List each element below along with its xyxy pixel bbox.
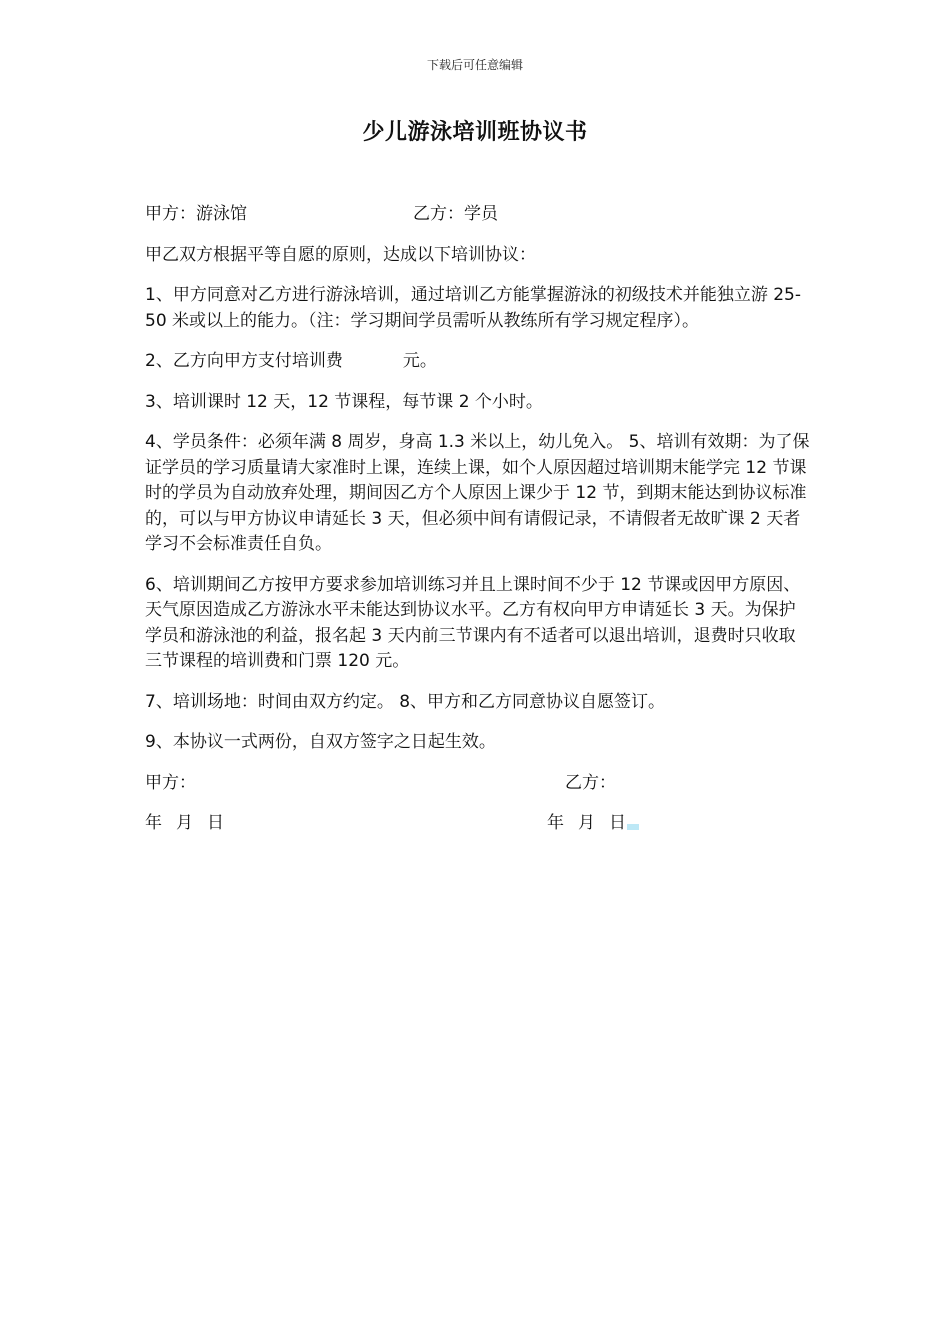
party-b-signature-label: 乙方： [565, 772, 616, 793]
clause-2 [145, 349, 810, 375]
party-b-year: 年 [547, 813, 564, 833]
signature-row [145, 771, 810, 797]
party-a-date [145, 811, 224, 837]
document-body [145, 202, 810, 852]
parties-row [145, 202, 810, 228]
clause-6: 6、培训期间乙方按甲方要求参加培训练习并且上课时间不少于 12 节课或因甲方原因、天气原因造成乙方游泳水平未能达到协议水平。乙方有权向甲方申请延长 3 天。为保护学员和游泳池的利益，报名起 3 天内前三节课内有不适者可以退出培训，退费时只收取三节课程的培训费和门票 120 元。 [145, 574, 801, 671]
party-a-day: 日 [207, 813, 224, 833]
clause-3: 3、培训课时 12 天，12 节课程，每节课 2 个小时。 [145, 391, 543, 412]
header-note: 下载后可任意编辑 [426, 58, 523, 72]
clause-2-suffix: 元。 [402, 351, 437, 371]
party-b-line: 乙方：学员 [413, 204, 498, 224]
clause-4-5: 4、学员条件：必须年满 8 周岁，身高 1.3 米以上，幼儿免入。 5、培训有效期：为了保证学员的学习质量请大家准时上课，连续上课，如个人原因超过培训期末能学完 12 节课时的学员为自动放弃处理，期间因乙方个人原因上课少于 12 节，到期末能达到协议标准的，可以与甲方协议申请延长 3 天，但必须中间有请假记录，不请假者无故旷课 2 天者学习不会标准责任自负。 [145, 432, 810, 554]
party-b-day: 日 [609, 813, 626, 833]
clause-9: 9、本协议一式两份，自双方签字之日起生效。 [145, 732, 496, 752]
party-b-month: 月 [578, 813, 595, 833]
clause-1: 1、甲方同意对乙方进行游泳培训，通过培训乙方能掌握游泳的初级技术并能独立游 25-50 米或以上的能力。（注：学习期间学员需听从教练所有学习规定程序）。 [145, 285, 801, 331]
document-title: 少儿游泳培训班协议书 [362, 120, 588, 145]
party-a-year: 年 [145, 813, 162, 833]
clause-7-8: 7、培训场地：时间由双方约定。 8、甲方和乙方同意协议自愿签订。 [145, 691, 666, 712]
intro-paragraph: 甲乙双方根据平等自愿的原则，达成以下培训协议： [145, 244, 536, 265]
party-a-line: 甲方：游泳馆 [145, 204, 247, 224]
party-b-date [547, 811, 639, 837]
clause-2-prefix: 2、乙方向甲方支付培训费 [145, 351, 343, 371]
text-cursor-marker [627, 824, 639, 830]
party-a-month: 月 [176, 813, 193, 833]
party-a-signature-label: 甲方： [145, 772, 196, 793]
date-row [145, 811, 810, 837]
